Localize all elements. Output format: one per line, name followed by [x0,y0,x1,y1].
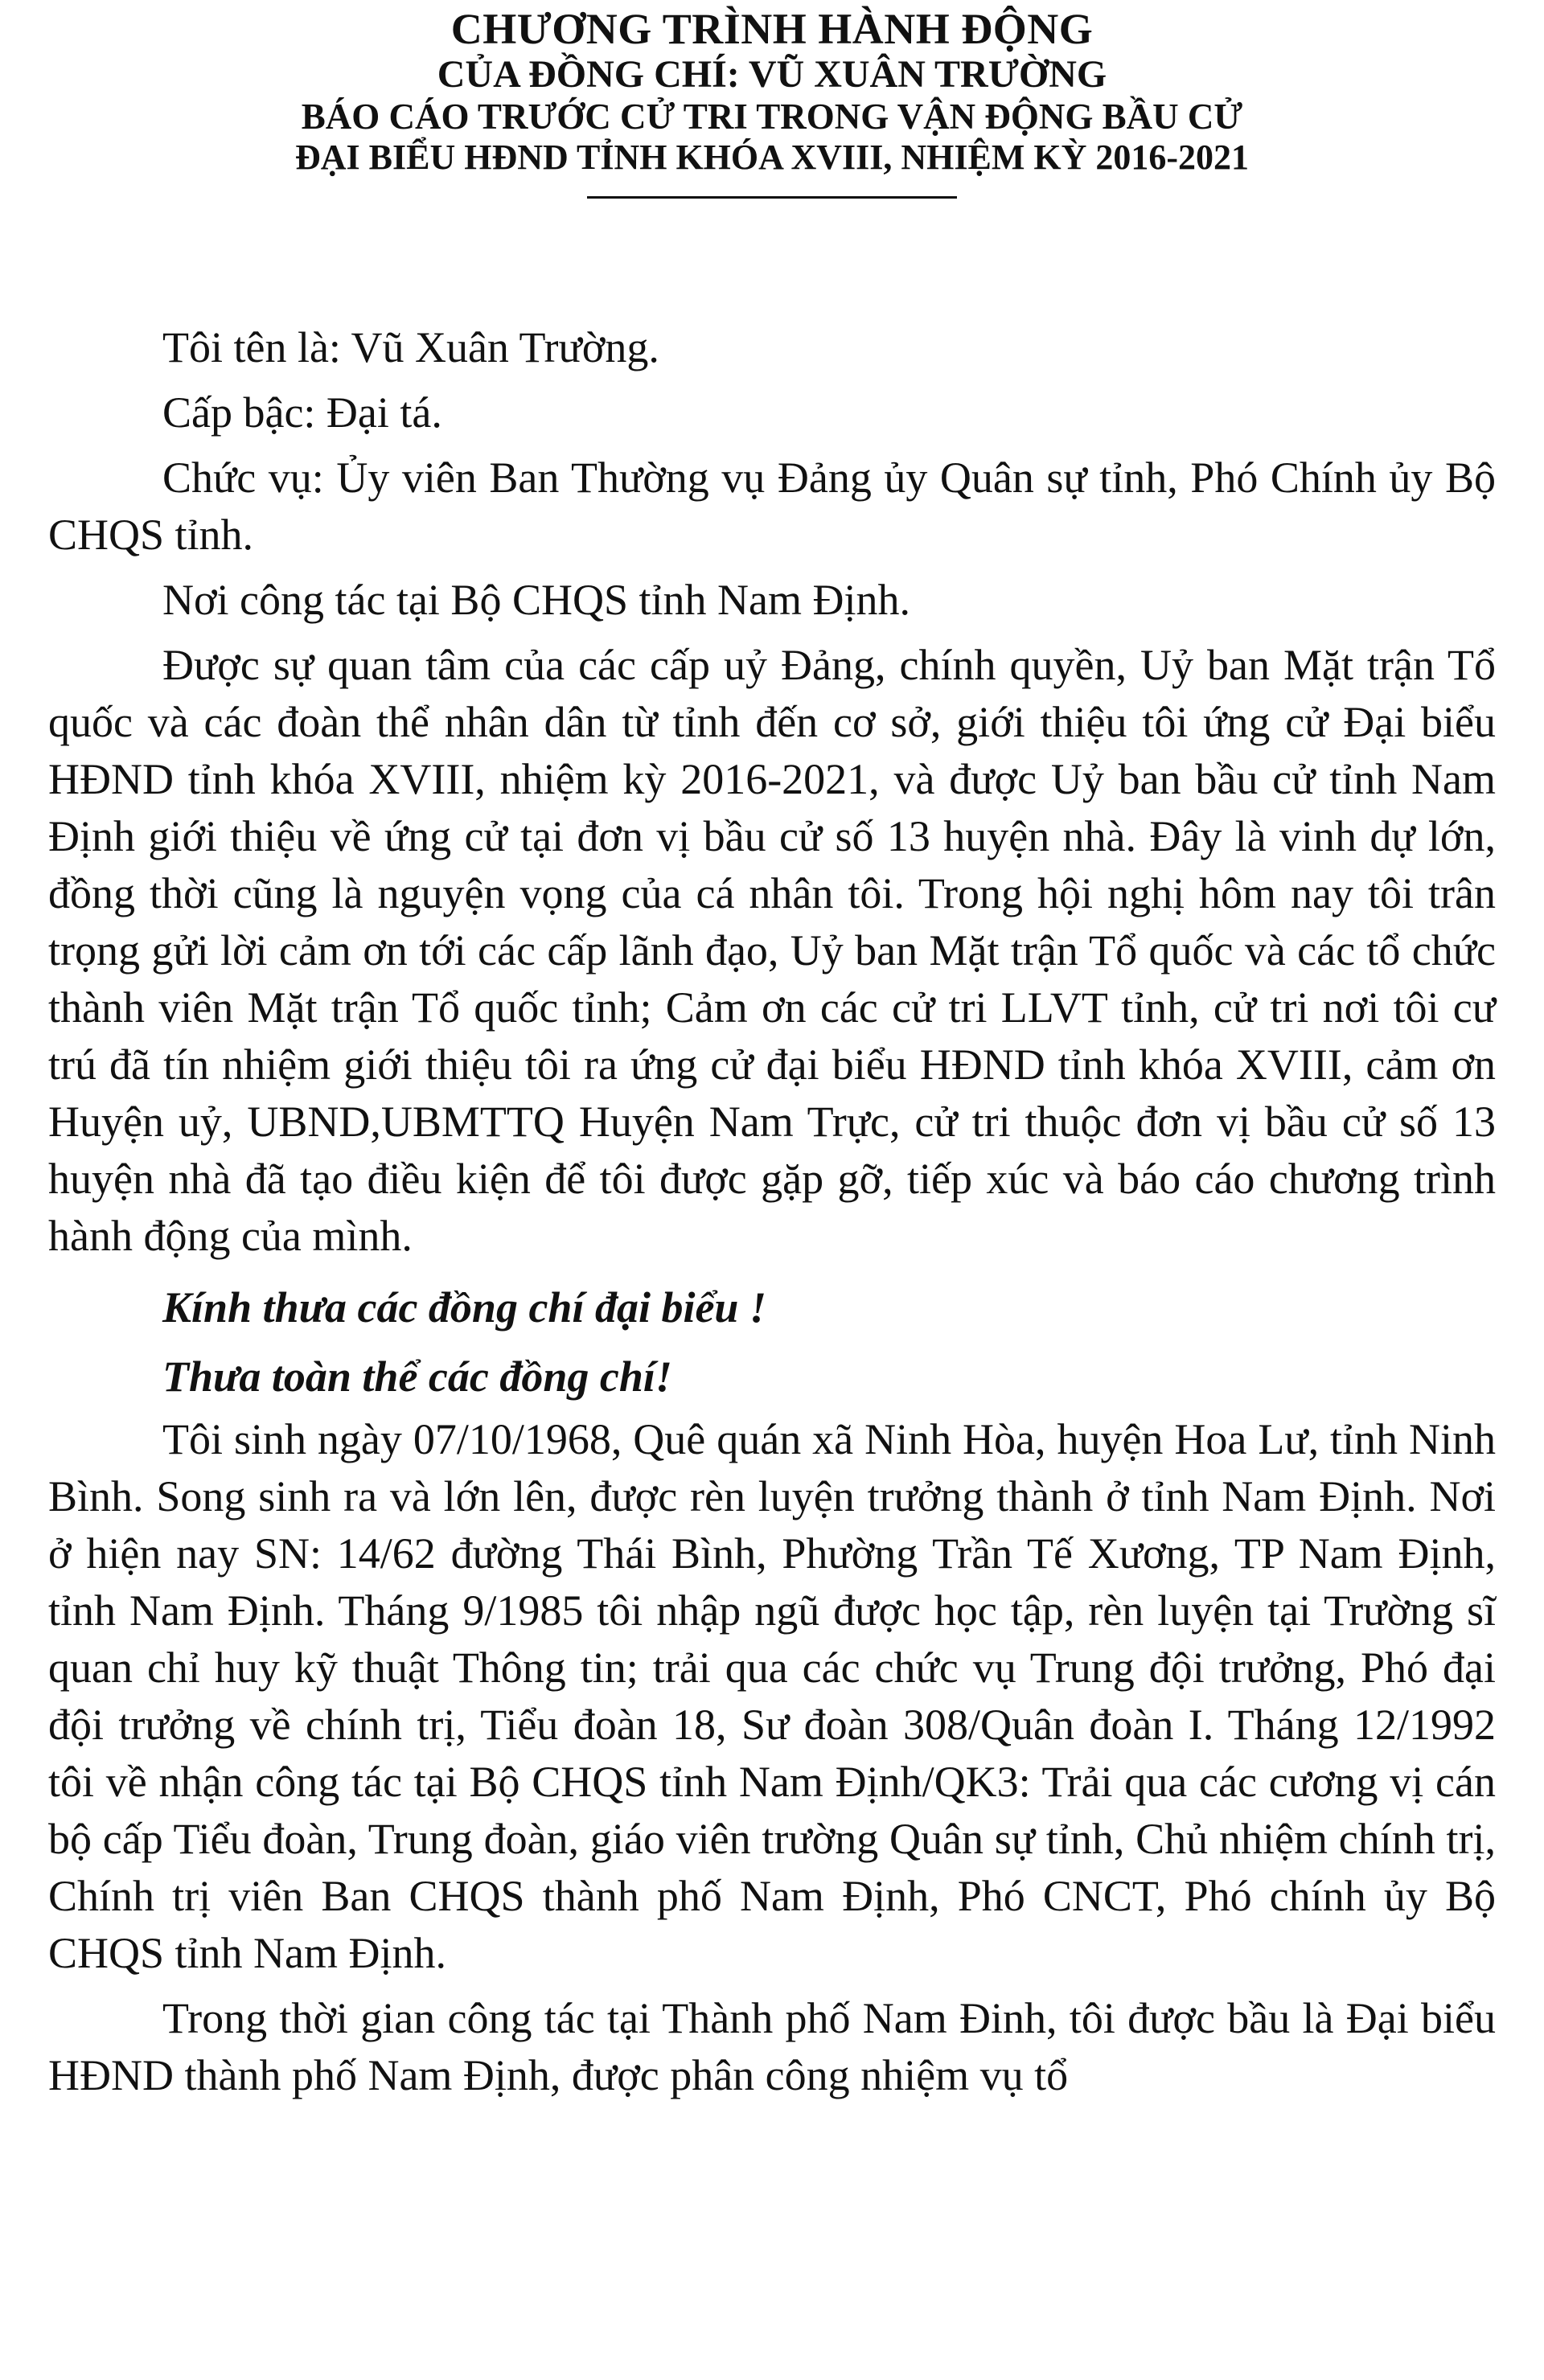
document-title: CHƯƠNG TRÌNH HÀNH ĐỘNG [450,5,1094,53]
paragraph-name: Tôi tên là: Vũ Xuân Trường. [162,322,659,371]
greeting-delegates: Kính thưa các đồng chí đại biểu ! [162,1282,766,1332]
paragraph-city-work: Trong thời gian công tác tại Thành phố Nam Đinh, tôi được bầu là Đại biểu HĐND thành phố Nam Định, được phân công nhiệm vụ tổ [48,1993,1496,2099]
paragraph-rank: Cấp bậc: Đại tá. [162,388,442,437]
paragraph-position: Chức vụ: Ủy viên Ban Thường vụ Đảng ủy Quân sự tỉnh, Phó Chính ủy Bộ CHQS tỉnh. [48,453,1496,559]
paragraph-introduction: Được sự quan tâm của các cấp uỷ Đảng, chính quyền, Uỷ ban Mặt trận Tổ quốc và các đoàn thể nhân dân từ tỉnh đến cơ sở, giới thiệu tôi ứng cử Đại biểu HĐND tỉnh khóa XVIII, nhiệm kỳ 2016-2021, và được Uỷ ban bầu cử tỉnh Nam Định giới thiệu về ứng cử tại đơn vị bầu cử số 13 huyện nhà. Đây là vinh dự lớn, đồng thời cũng là nguyện vọng của cá nhân tôi. Trong hội nghị hôm nay tôi trân trọng gửi lời cảm ơn tới các cấp lãnh đạo, Uỷ ban Mặt trận Tổ quốc và các tổ chức thành viên Mặt trận Tổ quốc tỉnh; Cảm ơn các cử tri LLVT tỉnh, cử tri nơi tôi cư trú đã tín nhiệm giới thiệu tôi ra ứng cử đại biểu HĐND tỉnh khóa XVIII, cảm ơn Huyện uỷ, UBND,UBMTTQ Huyện Nam Trực, cử tri thuộc đơn vị bầu cử số 13 huyện nhà đã tạo điều kiện để tôi được gặp gỡ, tiếp xúc và báo cáo chương trình hành động của mình. [48,640,1496,1260]
header-candidate-line: CỦA ĐỒNG CHÍ: VŨ XUÂN TRƯỜNG [437,53,1107,96]
document-body [48,319,1496,2104]
header-divider [587,196,957,199]
paragraph-biography: Tôi sinh ngày 07/10/1968, Quê quán xã Ninh Hòa, huyện Hoa Lư, tỉnh Ninh Bình. Song sinh ra và lớn lên, được rèn luyện trưởng thành ở tỉnh Nam Định. Nơi ở hiện nay SN: 14/62 đường Thái Bình, Phường Trần Tế Xương, TP Nam Định, tỉnh Nam Định. Tháng 9/1985 tôi nhập ngũ được học tập, rèn luyện tại Trường sĩ quan chỉ huy kỹ thuật Thông tin; trải qua các chức vụ Trung đội trưởng, Phó đại đội trưởng về chính trị, Tiểu đoàn 18, Sư đoàn 308/Quân đoàn I. Tháng 12/1992 tôi về nhận công tác tại Bộ CHQS tỉnh Nam Định/QK3: Trải qua các cương vị cán bộ cấp Tiểu đoàn, Trung đoàn, giáo viên trường Quân sự tỉnh, Chủ nhiệm chính trị, Chính trị viên Ban CHQS thành phố Nam Định, Phó CNCT, Phó chính ủy Bộ CHQS tỉnh Nam Định. [48,1414,1496,1977]
paragraph-workplace: Nơi công tác tại Bộ CHQS tỉnh Nam Định. [162,575,910,624]
header-report-line: BÁO CÁO TRƯỚC CỬ TRI TRONG VẬN ĐỘNG BẦU CỬ [301,96,1243,137]
greeting-comrades: Thưa toàn thể các đồng chí! [162,1352,672,1401]
header-term-line: ĐẠI BIỂU HĐND TỈNH KHÓA XVIII, NHIỆM KỲ 2016-2021 [294,137,1250,177]
document-header [48,0,1496,199]
